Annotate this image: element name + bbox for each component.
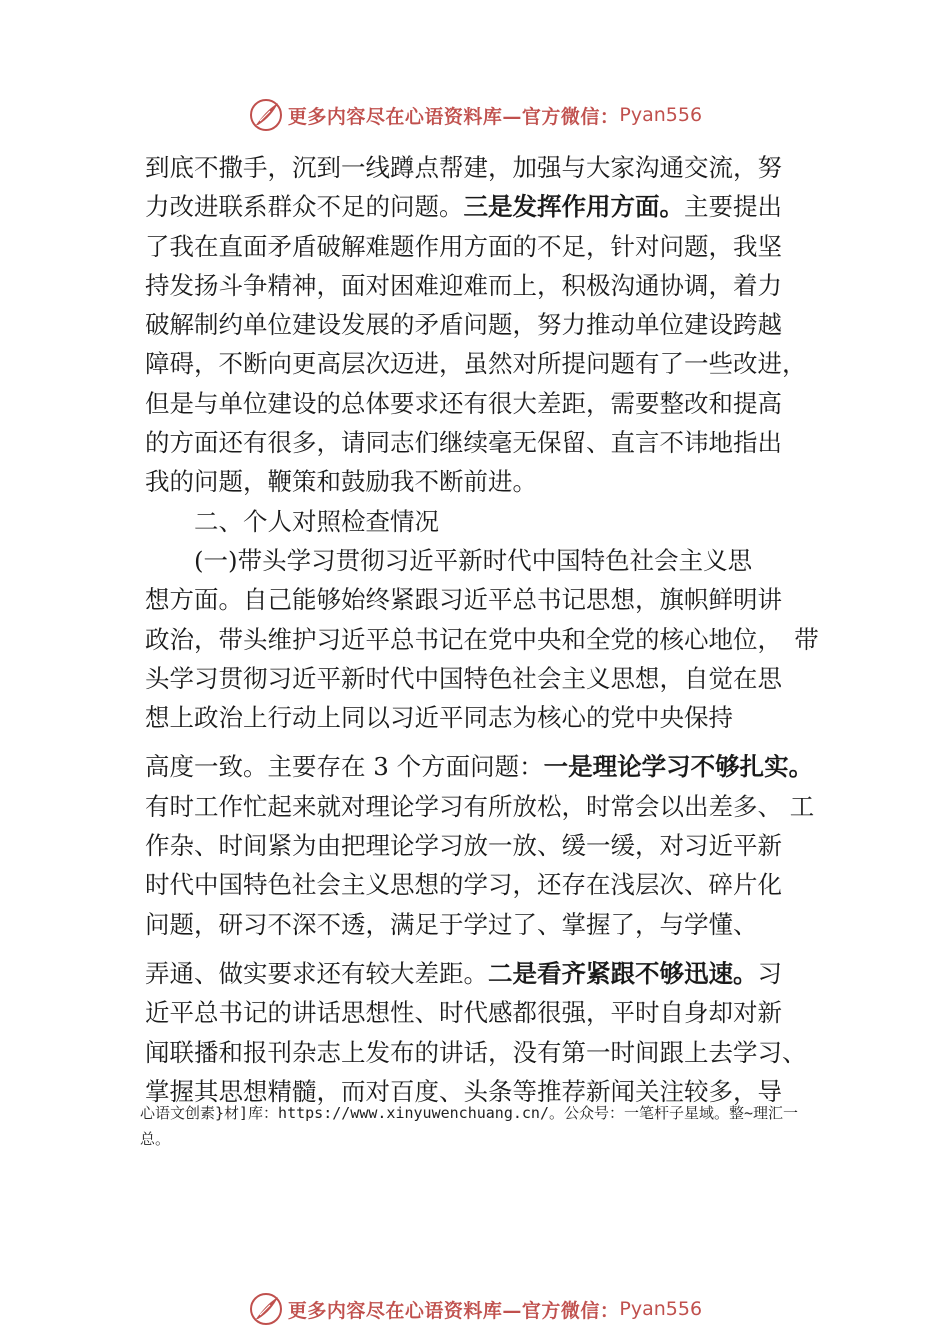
text-line: 想上政治上行动上同以习近平同志为核心的党中央保持 [145, 703, 733, 733]
text-line: 障碍，不断向更高层次迈进，虽然对所提问题有了一些改进， [145, 349, 807, 379]
text-line: 了我在直面矛盾破解难题作用方面的不足，针对问题，我坚 [145, 231, 782, 261]
quill-logo-icon [248, 1291, 284, 1327]
document-body [145, 148, 819, 1111]
banner-text: 更多内容尽在心语资料库—官方微信： [287, 1299, 620, 1322]
wechat-id: Pyan556 [619, 1298, 703, 1320]
text-line: 有时工作忙起来就对理论学习有所放松，时常会以出差多、 工 [145, 791, 815, 821]
section-heading: 二、个人对照检查情况 [194, 506, 439, 536]
text-line: 我的问题，鞭策和鼓励我不断前进。 [145, 467, 537, 497]
text-line: 弄通、做实要求还有较大差距。二是看齐紧跟不够迅速。习 [145, 958, 782, 988]
text-line: 持发扬斗争精神，面对困难迎难而上，积极沟通协调，着力 [145, 270, 782, 300]
header-banner [0, 97, 950, 133]
text-line: 作杂、时间紧为由把理论学习放一放、缓一缓，对习近平新 [145, 831, 782, 861]
bold-phrase: 一是理论学习不够扎实。 [543, 752, 814, 782]
text-line: 掌握其思想精髓，而对百度、头条等推荐新闻关注较多，导 [145, 1076, 782, 1106]
text-line: 想方面。自己能够始终紧跟习近平总书记思想，旗帜鲜明讲 [145, 585, 782, 615]
text-line: 力改进联系群众不足的问题。三是发挥作用方面。主要提出 [145, 192, 782, 222]
text-line: 破解制约单位建设发展的矛盾问题，努力推动单位建设跨越 [145, 310, 782, 340]
text-line: (一)带头学习贯彻习近平新时代中国特色社会主义思 [194, 545, 753, 575]
text-line: 问题，研习不深不透，满足于学过了、掌握了，与学懂、 [145, 909, 758, 939]
quill-logo-icon [248, 97, 284, 133]
footer-banner [0, 1291, 950, 1327]
source-footnote: 心语文创素}材]库：https://www.xinyuwenchuang.cn/。公众号：一笔杆子星域。整~理汇一总。 [140, 1104, 799, 1148]
bold-phrase: 二是看齐紧跟不够迅速。 [488, 958, 758, 988]
text-line: 时代中国特色社会主义思想的学习，还存在浅层次、碎片化 [145, 870, 782, 900]
text-line: 高度一致。主要存在 3 个方面问题：一是理论学习不够扎实。 [145, 752, 814, 782]
text-line: 的方面还有很多，请同志们继续毫无保留、直言不讳地指出 [145, 428, 782, 458]
text-line: 闻联播和报刊杂志上发布的讲话，没有第一时间跟上去学习、 [145, 1037, 807, 1067]
banner-text: 更多内容尽在心语资料库—官方微信： [287, 105, 620, 128]
text-line: 但是与单位建设的总体要求还有很大差距，需要整改和提高 [145, 388, 782, 418]
text-line: 头学习贯彻习近平新时代中国特色社会主义思想，自觉在思 [145, 663, 782, 693]
bold-phrase: 三是发挥作用方面。 [463, 192, 684, 222]
text-line: 政治，带头维护习近平总书记在党中央和全党的核心地位， 带 [145, 624, 819, 654]
text-line: 近平总书记的讲话思想性、时代感都很强，平时自身却对新 [145, 998, 782, 1028]
text-line: 到底不撒手，沉到一线蹲点帮建，加强与大家沟通交流，努 [145, 153, 782, 182]
wechat-id: Pyan556 [619, 104, 703, 126]
